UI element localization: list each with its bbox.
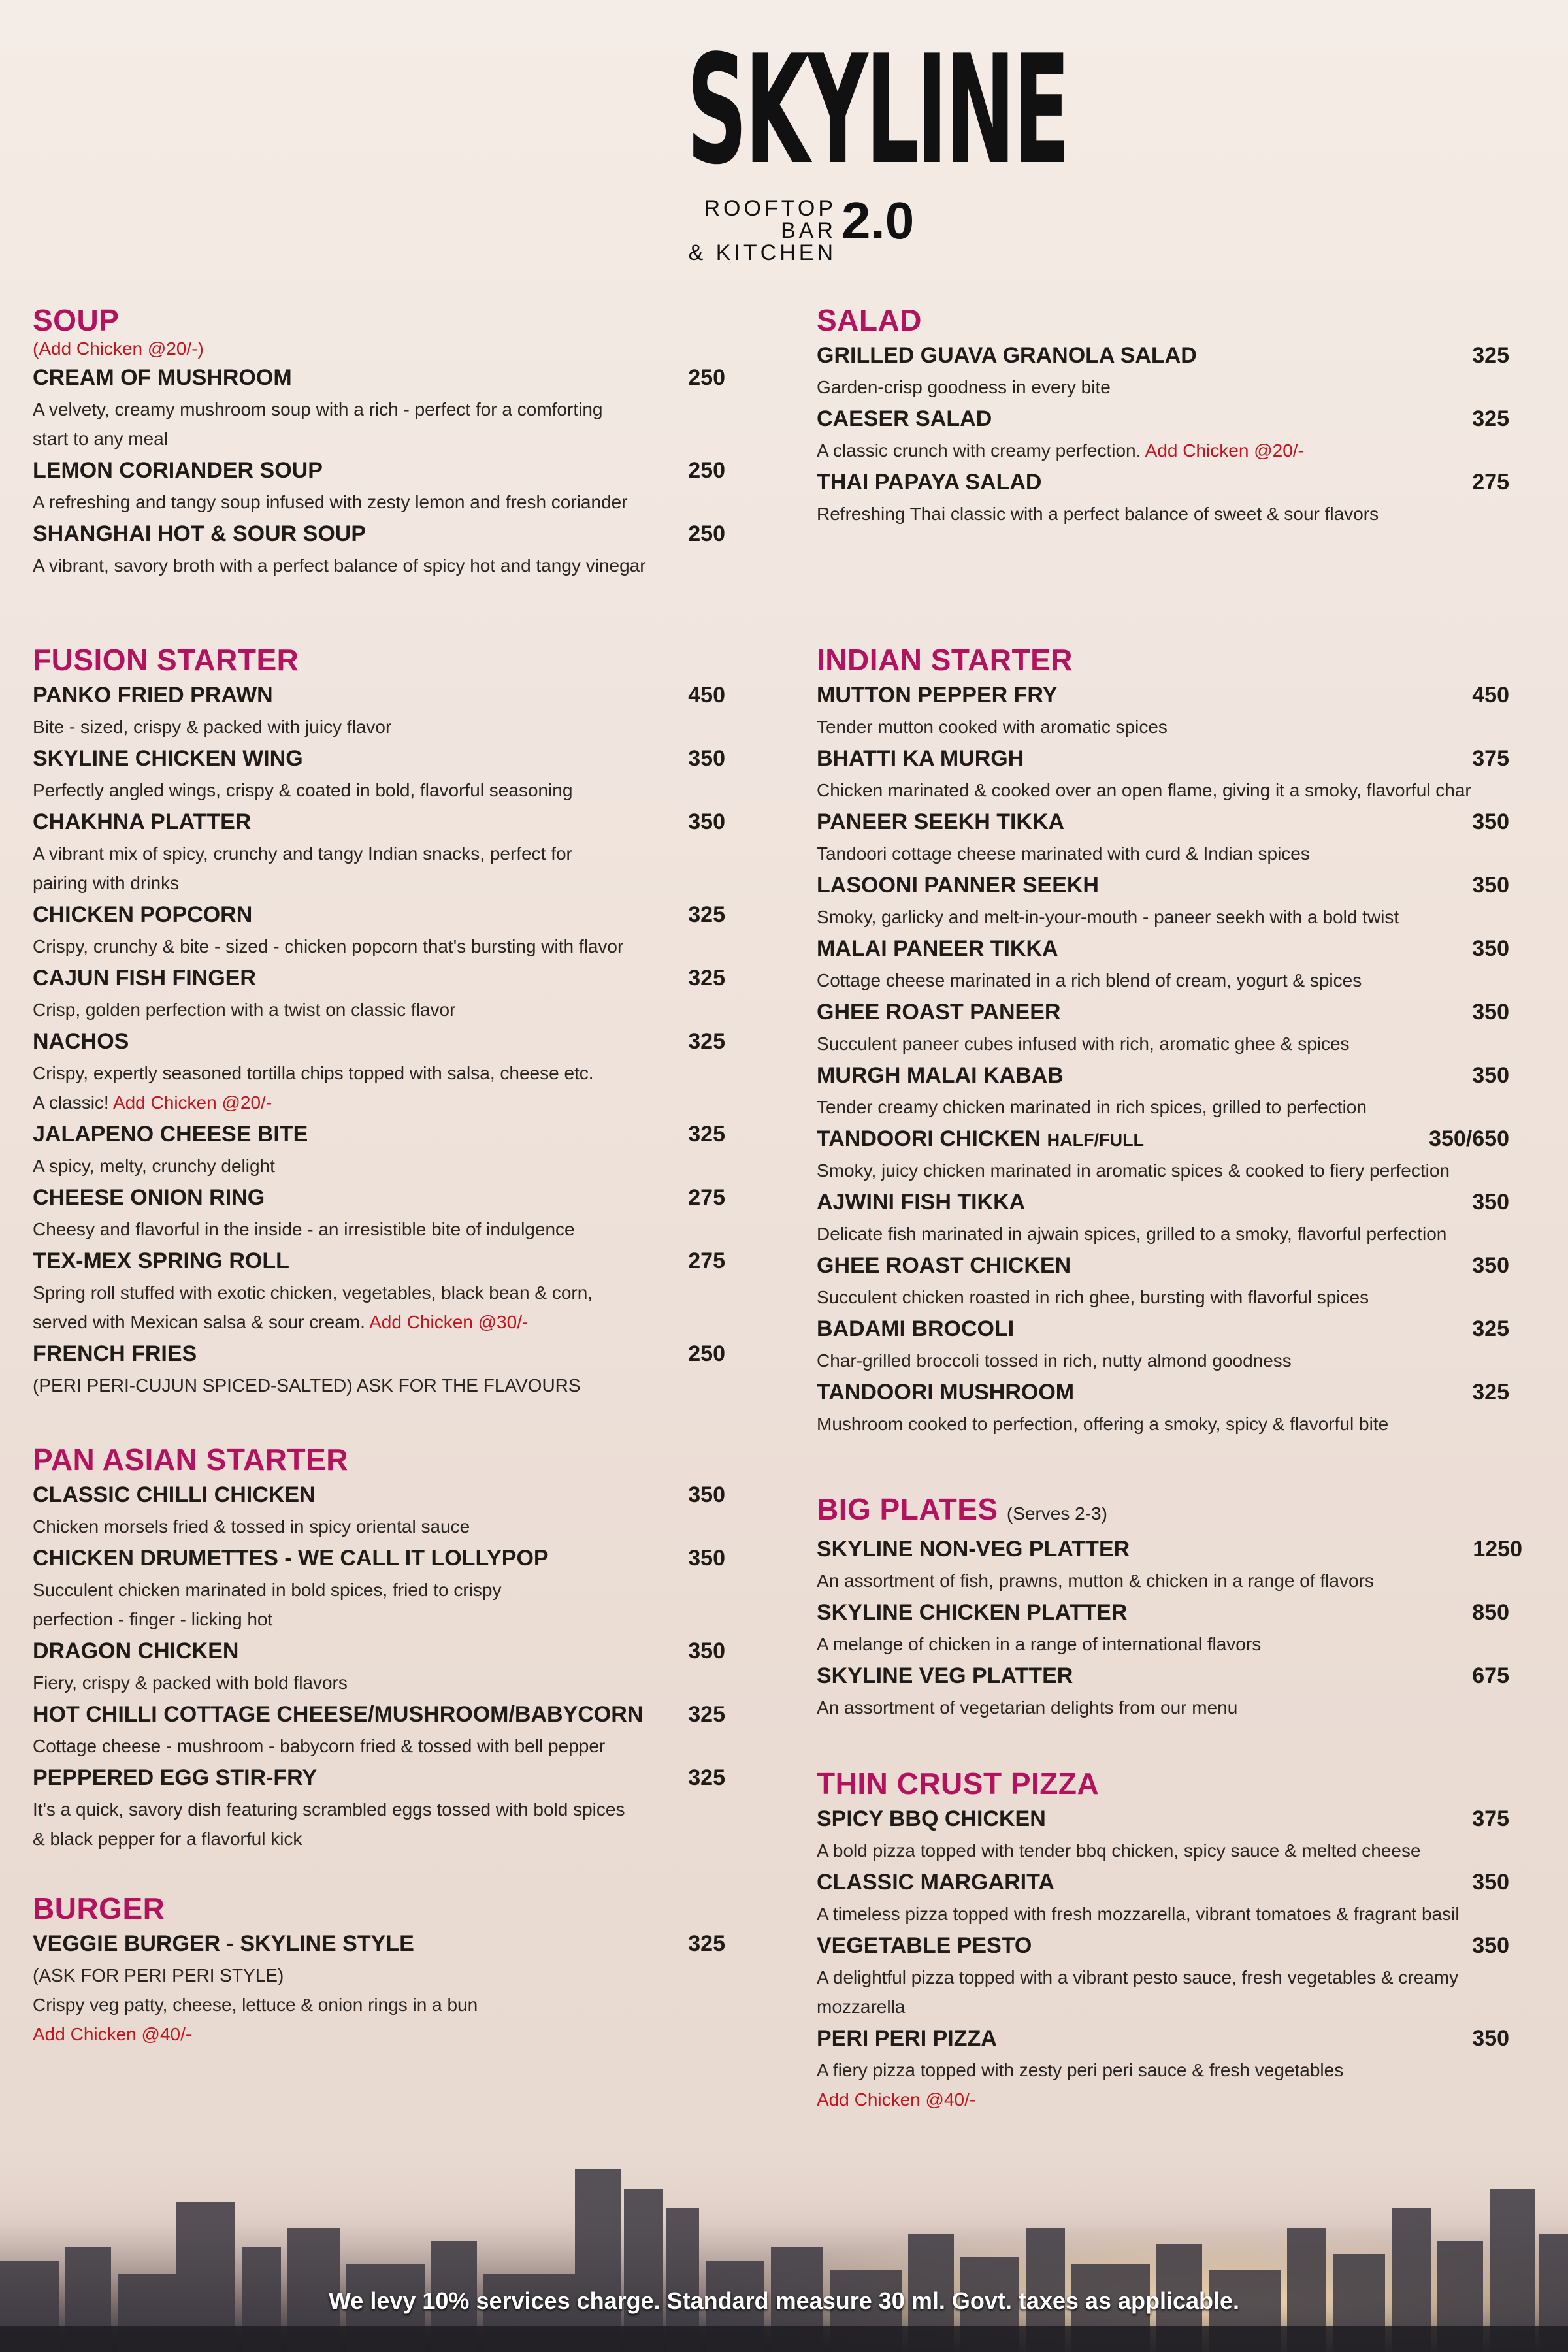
item-desc: (ASK FOR PERI PERI STYLE)	[33, 1965, 284, 1985]
item-name: GHEE ROAST PANEER	[817, 1000, 1061, 1024]
item-desc: A vibrant mix of spicy, crunchy and tangy Indian snacks, perfect for	[33, 843, 572, 864]
menu-item	[817, 1929, 1509, 2021]
menu-item	[33, 1337, 725, 1400]
item-price: 850	[1472, 1600, 1509, 1625]
add-chicken-note: Add Chicken @30/-	[369, 1312, 529, 1332]
menu-item	[33, 517, 725, 580]
item-name-text: TANDOORI CHICKEN	[817, 1126, 1041, 1151]
item-name: THAI PAPAYA SALAD	[817, 470, 1042, 495]
item-desc: Spring roll stuffed with exotic chicken, vegetables, black bean & corn,	[33, 1282, 593, 1303]
item-price: 250	[688, 1341, 725, 1366]
item-price: 250	[688, 521, 725, 546]
item-desc-text: A classic crunch with creamy perfection.	[817, 440, 1141, 461]
item-price: 325	[1472, 343, 1509, 368]
item-price: 350	[1472, 1063, 1509, 1088]
menu-item	[33, 453, 725, 517]
menu-item	[817, 995, 1509, 1058]
section-indian-starter	[817, 642, 1509, 1439]
menu-item	[817, 1249, 1509, 1312]
section-title: INDIAN STARTER	[817, 643, 1073, 677]
section-burger	[33, 1890, 725, 2049]
item-name: LASOONI PANNER SEEKH	[817, 873, 1099, 898]
item-name: CLASSIC CHILLI CHICKEN	[33, 1482, 316, 1507]
menu-item	[817, 1865, 1509, 1929]
item-name: CAJUN FISH FINGER	[33, 966, 256, 990]
item-name: SKYLINE CHICKEN PLATTER	[817, 1600, 1128, 1625]
menu-item	[33, 1541, 725, 1634]
item-name: GRILLED GUAVA GRANOLA SALAD	[817, 343, 1197, 368]
item-desc: A velvety, creamy mushroom soup with a rich - perfect for a comforting	[33, 399, 603, 419]
item-name: SHANGHAI HOT & SOUR SOUP	[33, 521, 367, 546]
item-price: 325	[688, 1702, 725, 1727]
item-name: JALAPENO CHEESE BITE	[33, 1122, 308, 1147]
item-price: 1250	[1473, 1537, 1522, 1561]
item-name: VEGETABLE PESTO	[817, 1933, 1032, 1958]
menu-item	[33, 1478, 725, 1541]
section-title: SOUP	[33, 303, 120, 337]
item-name: SPICY BBQ CHICKEN	[817, 1806, 1046, 1831]
item-desc: Succulent chicken marinated in bold spices, fried to crispy	[33, 1580, 502, 1600]
item-price: 350	[1472, 1933, 1509, 1958]
item-name: PANEER SEEKH TIKKA	[817, 809, 1065, 834]
logo-title: SKYLINE	[687, 24, 1068, 198]
item-price: 350	[1472, 1253, 1509, 1278]
menu-item	[817, 338, 1509, 402]
item-price: 325	[688, 966, 725, 990]
item-price: 350	[1472, 809, 1509, 834]
item-price: 350	[688, 1639, 725, 1663]
item-price: 350	[1472, 1000, 1509, 1024]
item-name: LEMON CORIANDER SOUP	[33, 458, 323, 483]
item-desc: mozzarella	[817, 1997, 906, 2017]
menu-item	[817, 1058, 1509, 1122]
item-desc: A vibrant, savory broth with a perfect balance of spicy hot and tangy vinegar	[33, 555, 646, 576]
add-chicken-note: Add Chicken @40/-	[817, 2089, 976, 2110]
item-price: 275	[688, 1185, 725, 1210]
menu-item	[817, 805, 1509, 868]
section-thin-crust-pizza	[817, 1765, 1509, 2114]
item-desc	[33, 1088, 725, 1117]
item-price: 350	[688, 1546, 725, 1571]
item-name: CHAKHNA PLATTER	[33, 809, 252, 834]
item-desc: It's a quick, savory dish featuring scrambled eggs tossed with bold spices	[33, 1799, 625, 1820]
section-title: PAN ASIAN STARTER	[33, 1443, 348, 1477]
section-title: THIN CRUST PIZZA	[817, 1767, 1100, 1801]
menu-item	[33, 898, 725, 961]
menu-item	[817, 1802, 1509, 1865]
menu-item	[817, 465, 1509, 529]
menu-item	[33, 1634, 725, 1697]
item-name: MUTTON PEPPER FRY	[817, 683, 1058, 708]
item-portion: HALF/FULL	[1047, 1130, 1145, 1150]
item-price: 350	[1472, 2026, 1509, 2051]
item-desc: Cottage cheese marinated in a rich blend of cream, yogurt & spices	[817, 970, 1362, 990]
menu-item	[33, 1761, 725, 1854]
item-price: 275	[688, 1249, 725, 1273]
item-price: 325	[1472, 1316, 1509, 1341]
item-price: 275	[1472, 470, 1509, 495]
item-desc-text: A classic!	[33, 1092, 109, 1113]
item-name: PERI PERI PIZZA	[817, 2026, 997, 2051]
item-desc: Cottage cheese - mushroom - babycorn fried & tossed with bell pepper	[33, 1736, 606, 1756]
item-desc: Tender creamy chicken marinated in rich spices, grilled to perfection	[817, 1097, 1367, 1117]
item-price: 250	[688, 365, 725, 390]
item-name: CHICKEN DRUMETTES - WE CALL IT LOLLYPOP	[33, 1546, 549, 1571]
section-note: (Add Chicken @20/-)	[33, 338, 204, 359]
city-skyline-footer	[0, 2149, 1568, 2352]
item-desc: Bite - sized, crispy & packed with juicy flavor	[33, 717, 392, 737]
item-desc-text: served with Mexican salsa & sour cream.	[33, 1312, 365, 1332]
menu-item	[817, 1659, 1522, 1722]
menu-item	[33, 1117, 725, 1181]
item-desc: Chicken morsels fried & tossed in spicy oriental sauce	[33, 1516, 470, 1537]
item-name: TEX-MEX SPRING ROLL	[33, 1249, 289, 1273]
menu-item	[817, 1312, 1509, 1375]
item-name: CHEESE ONION RING	[33, 1185, 265, 1210]
add-chicken-note: Add Chicken @40/-	[33, 2024, 192, 2044]
section-fusion-starter	[33, 642, 725, 1400]
menu-item	[33, 361, 725, 453]
section-pan-asian-starter	[33, 1441, 725, 1854]
item-desc: (PERI PERI-CUJUN SPICED-SALTED) ASK FOR THE FLAVOURS	[33, 1375, 581, 1396]
item-name: MURGH MALAI KABAB	[817, 1063, 1064, 1088]
item-desc: Delicate fish marinated in ajwain spices, grilled to a smoky, flavorful perfection	[817, 1224, 1447, 1244]
section-big-plates	[817, 1491, 1522, 1722]
item-desc: A timeless pizza topped with fresh mozzarella, vibrant tomatoes & fragrant basil	[817, 1904, 1460, 1924]
item-name: SKYLINE VEG PLATTER	[817, 1663, 1073, 1688]
item-desc: Char-grilled broccoli tossed in rich, nutty almond goodness	[817, 1350, 1292, 1371]
item-desc: A fiery pizza topped with zesty peri peri sauce & fresh vegetables	[817, 2060, 1344, 2080]
item-desc: A refreshing and tangy soup infused with zesty lemon and fresh coriander	[33, 492, 628, 512]
section-title: SALAD	[817, 303, 922, 337]
section-salad	[817, 302, 1509, 529]
item-price: 325	[688, 1931, 725, 1956]
item-price: 350	[1472, 873, 1509, 898]
item-name: SKYLINE NON-VEG PLATTER	[817, 1537, 1130, 1561]
item-name: SKYLINE CHICKEN WING	[33, 746, 303, 771]
item-name: MALAI PANEER TIKKA	[817, 936, 1058, 961]
item-price: 375	[1472, 746, 1509, 771]
section-title-text: BIG PLATES	[817, 1492, 998, 1526]
item-name: VEGGIE BURGER - SKYLINE STYLE	[33, 1931, 414, 1956]
item-price: 450	[688, 683, 725, 708]
item-price: 350	[1472, 936, 1509, 961]
item-desc	[817, 436, 1509, 465]
section-soup	[33, 302, 725, 580]
item-price: 675	[1472, 1663, 1509, 1688]
menu-item	[33, 742, 725, 805]
menu-item	[817, 1185, 1509, 1249]
item-price: 350	[688, 809, 725, 834]
section-title	[817, 1491, 1522, 1532]
item-price: 325	[688, 1122, 725, 1147]
logo-version: 2.0	[841, 191, 915, 250]
add-chicken-note: Add Chicken @20/-	[112, 1092, 272, 1113]
menu-item	[33, 1697, 725, 1761]
menu-item	[33, 805, 725, 898]
item-price: 325	[688, 902, 725, 927]
item-price: 325	[1472, 406, 1509, 431]
item-name: HOT CHILLI COTTAGE CHEESE/MUSHROOM/BABYCORN	[33, 1702, 644, 1727]
item-desc: An assortment of fish, prawns, mutton & chicken in a range of flavors	[817, 1571, 1374, 1591]
item-price: 350/650	[1429, 1126, 1509, 1151]
item-name: CLASSIC MARGARITA	[817, 1870, 1054, 1895]
item-name: CREAM OF MUSHROOM	[33, 365, 292, 390]
item-desc: Crispy, crunchy & bite - sized - chicken popcorn that's bursting with flavor	[33, 936, 624, 956]
section-title: BURGER	[33, 1891, 165, 1925]
item-desc: Mushroom cooked to perfection, offering a smoky, spicy & flavorful bite	[817, 1414, 1389, 1434]
item-desc: Smoky, garlicky and melt-in-your-mouth - paneer seekh with a bold twist	[817, 907, 1399, 927]
item-price: 450	[1472, 683, 1509, 708]
menu-item	[817, 2021, 1509, 2114]
item-price: 325	[1472, 1380, 1509, 1405]
menu-item	[33, 1244, 725, 1337]
item-desc: perfection - finger - licking hot	[33, 1609, 273, 1629]
logo-sub-line2: & KITCHEN	[688, 240, 836, 265]
item-desc: A bold pizza topped with tender bbq chicken, spicy sauce & melted cheese	[817, 1840, 1421, 1861]
menu-item	[817, 402, 1509, 465]
item-desc: Tender mutton cooked with aromatic spices	[817, 717, 1168, 737]
item-name: NACHOS	[33, 1029, 129, 1054]
item-name: FRENCH FRIES	[33, 1341, 197, 1366]
item-name	[817, 1122, 1144, 1157]
item-desc: Crispy, expertly seasoned tortilla chips topped with salsa, cheese etc.	[33, 1063, 594, 1083]
item-price: 250	[688, 458, 725, 483]
item-desc	[33, 1307, 725, 1337]
menu-item	[817, 868, 1509, 932]
item-desc: & black pepper for a flavorful kick	[33, 1829, 302, 1849]
item-desc: Fiery, crispy & packed with bold flavors	[33, 1673, 348, 1693]
item-desc: Refreshing Thai classic with a perfect balance of sweet & sour flavors	[817, 504, 1379, 524]
item-name: BADAMI BROCOLI	[817, 1316, 1015, 1341]
footer-note: We levy 10% services charge. Standard measure 30 ml. Govt. taxes as applicable.	[328, 2287, 1240, 2314]
section-title: FUSION STARTER	[33, 643, 299, 677]
item-desc: pairing with drinks	[33, 873, 180, 893]
serves-note: (Serves 2-3)	[1006, 1503, 1107, 1524]
item-name: TANDOORI MUSHROOM	[817, 1380, 1075, 1405]
menu-item	[817, 1122, 1509, 1185]
item-desc: Succulent chicken roasted in rich ghee, bursting with flavorful spices	[817, 1287, 1369, 1307]
item-desc: A delightful pizza topped with a vibrant pesto sauce, fresh vegetables & creamy	[817, 1967, 1459, 1987]
item-desc: Crispy veg patty, cheese, lettuce & onion rings in a bun	[33, 1995, 478, 2015]
item-desc: Tandoori cottage cheese marinated with curd & Indian spices	[817, 843, 1310, 864]
city-skyline-illustration	[0, 2149, 1568, 2352]
menu-item	[817, 742, 1509, 805]
skyline-logo	[627, 24, 1068, 265]
item-desc: An assortment of vegetarian delights from our menu	[817, 1697, 1238, 1718]
item-desc: Succulent paneer cubes infused with rich, aromatic ghee & spices	[817, 1034, 1350, 1054]
item-desc: A melange of chicken in a range of international flavors	[817, 1634, 1262, 1654]
menu-item	[817, 678, 1509, 742]
add-chicken-note: Add Chicken @20/-	[1145, 440, 1304, 461]
item-desc: Cheesy and flavorful in the inside - an irresistible bite of indulgence	[33, 1219, 575, 1239]
item-desc: Garden-crisp goodness in every bite	[817, 377, 1111, 397]
item-price: 350	[688, 746, 725, 771]
menu-item	[817, 1375, 1509, 1439]
item-name: PEPPERED EGG STIR-FRY	[33, 1765, 318, 1790]
item-name: CHICKEN POPCORN	[33, 902, 253, 927]
item-name: PANKO FRIED PRAWN	[33, 683, 273, 708]
menu-item	[817, 932, 1509, 995]
menu-item	[33, 1024, 725, 1117]
item-price: 350	[1472, 1190, 1509, 1215]
item-name: CAESER SALAD	[817, 406, 992, 431]
item-price: 375	[1472, 1806, 1509, 1831]
menu-item	[817, 1595, 1522, 1659]
item-desc: start to any meal	[33, 429, 168, 449]
item-name: GHEE ROAST CHICKEN	[817, 1253, 1071, 1278]
menu-item	[33, 678, 725, 742]
menu-item	[33, 1927, 725, 2049]
menu-item	[817, 1532, 1522, 1595]
item-desc: Chicken marinated & cooked over an open flame, giving it a smoky, flavorful char	[817, 780, 1471, 800]
item-price: 350	[1472, 1870, 1509, 1895]
logo-sub-line1: ROOFTOP BAR	[704, 196, 836, 243]
item-name: BHATTI KA MURGH	[817, 746, 1024, 771]
item-name: DRAGON CHICKEN	[33, 1639, 239, 1663]
item-desc: Smoky, juicy chicken marinated in aromatic spices & cooked to fiery perfection	[817, 1160, 1450, 1181]
item-desc: A spicy, melty, crunchy delight	[33, 1156, 275, 1176]
item-desc: Perfectly angled wings, crispy & coated in bold, flavorful seasoning	[33, 780, 573, 800]
item-name: AJWINI FISH TIKKA	[817, 1190, 1026, 1215]
menu-item	[33, 1181, 725, 1244]
item-price: 325	[688, 1765, 725, 1790]
item-desc: Crisp, golden perfection with a twist on classic flavor	[33, 1000, 456, 1020]
item-price: 350	[688, 1482, 725, 1507]
menu-item	[33, 961, 725, 1024]
logo-subtitle	[673, 197, 836, 264]
item-price: 325	[688, 1029, 725, 1054]
